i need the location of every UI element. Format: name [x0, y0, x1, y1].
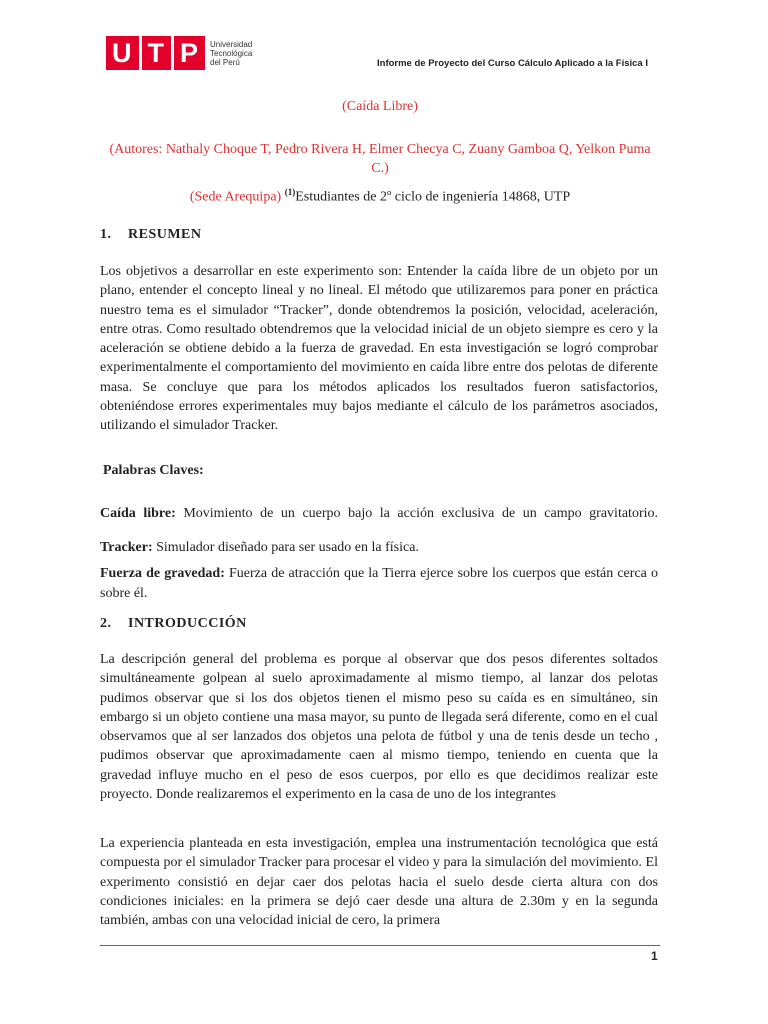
keyword-term: Fuerza de gravedad: — [100, 566, 225, 581]
introduccion-paragraph-1: La descripción general del problema es porque al observar que dos pesos diferentes soltados simultáneamente golpean al suelo aproximadamente al mismo tiempo, al lanzar dos pelotas pudimos observar que si los dos objetos tienen el mismo peso su caída es en simultáneo, sin embargo si un objeto contiene una masa mayor, su punto de llegada será diferente, como en el cual observamos que al ser lanzados dos objetos una pelota de fútbol y una de tenis desde un techo , pudimos observar que aproximadamente caen al mismo tiempo, teniendo en cuenta que la gravedad influye mucho en el peso de esos cuerpos, por ello es que decidimos realizar este proyecto. Donde realizaremos el experimento en la casa de uno de los integrantes — [100, 652, 658, 803]
keywords-title: Palabras Claves: — [103, 463, 204, 478]
footer-divider — [100, 945, 660, 946]
page-number: 1 — [651, 949, 658, 963]
logo-letters — [174, 36, 205, 70]
utp-logo — [106, 36, 270, 70]
keyword-term: Caída libre: — [100, 506, 176, 521]
logo-letters — [106, 36, 139, 70]
report-authors: (Autores: Nathaly Choque T, Pedro Rivera H, Elmer Checya C, Zuany Gamboa Q, Yelkon Puma C.) — [109, 142, 651, 176]
logo-letters — [142, 36, 172, 70]
keyword-definition-3: Fuerza de gravedad: Fuerza de atracción que la Tierra ejerce sobre los cuerpos que están cerca o sobre él. — [100, 566, 658, 601]
students-line: Estudiantes de 2º ciclo de ingeniería 14868, UTP — [295, 189, 571, 205]
affiliation-superscript: (1) — [284, 187, 296, 197]
report-title: (Caída Libre) — [342, 99, 418, 114]
logo-letter-t: T — [147, 37, 165, 68]
resumen-paragraph: Los objetivos a desarrollar en este experimento son: Entender la caída libre de un objeto por un plano, entender el concepto lineal y no lineal. El método que utilizaremos para poner en práctica nuestro tema es el simulador “Tracker”, donde obtendremos la posición, velocidad, aceleración, entre otras. Como resultado obtendremos que la velocidad inicial de un objeto siempre es cero y la aceleración se obtiene debido a la fuerza de gravedad. En esta investigación se logró comprobar experimentalmente el comportamiento del movimiento en caída libre entre dos pelotas de diferente masa. Se concluye que para los métodos aplicados los resultados fueron satisfactorios, obteniéndose errores experimentales muy bajos mediante el cálculo de los parámetros asociados, utilizando el simulador Tracker. — [100, 264, 658, 434]
section-heading-resumen: 1. RESUMEN — [100, 227, 202, 242]
sede-label: (Sede Arequipa) — [189, 189, 282, 205]
keyword-term: Tracker: — [100, 540, 153, 555]
logo-letter-u: U — [112, 37, 133, 68]
report-affiliation — [100, 187, 660, 206]
logo-letter-p: P — [180, 37, 200, 68]
introduccion-paragraph-2: La experiencia planteada en esta investigación, emplea una instrumentación tecnológica que está compuesta por el simulador Tracker para procesar el video y para la simulación del movimiento. El experimento consistió en dejar caer dos pelotas hacia el suelo desde cierta altura con dos condiciones iniciales: en la primera se dejó caer desde una altura de 2.30m y en la segunda también, ambas con una velocidad inicial de cero, la primera — [100, 836, 658, 929]
section-heading-introduccion: 2. INTRODUCCIÓN — [100, 616, 247, 631]
logo-university-name: Universidad Tecnológica del Perú — [210, 39, 253, 67]
keyword-definition-1: Caída libre: Movimiento de un cuerpo bajo la acción exclusiva de un campo gravitatorio. Tracker: Simulador diseñado para ser usado en la física. — [100, 506, 658, 555]
header-course-info: Informe de Proyecto del Curso Cálculo Aplicado a la Física I — [377, 58, 648, 69]
